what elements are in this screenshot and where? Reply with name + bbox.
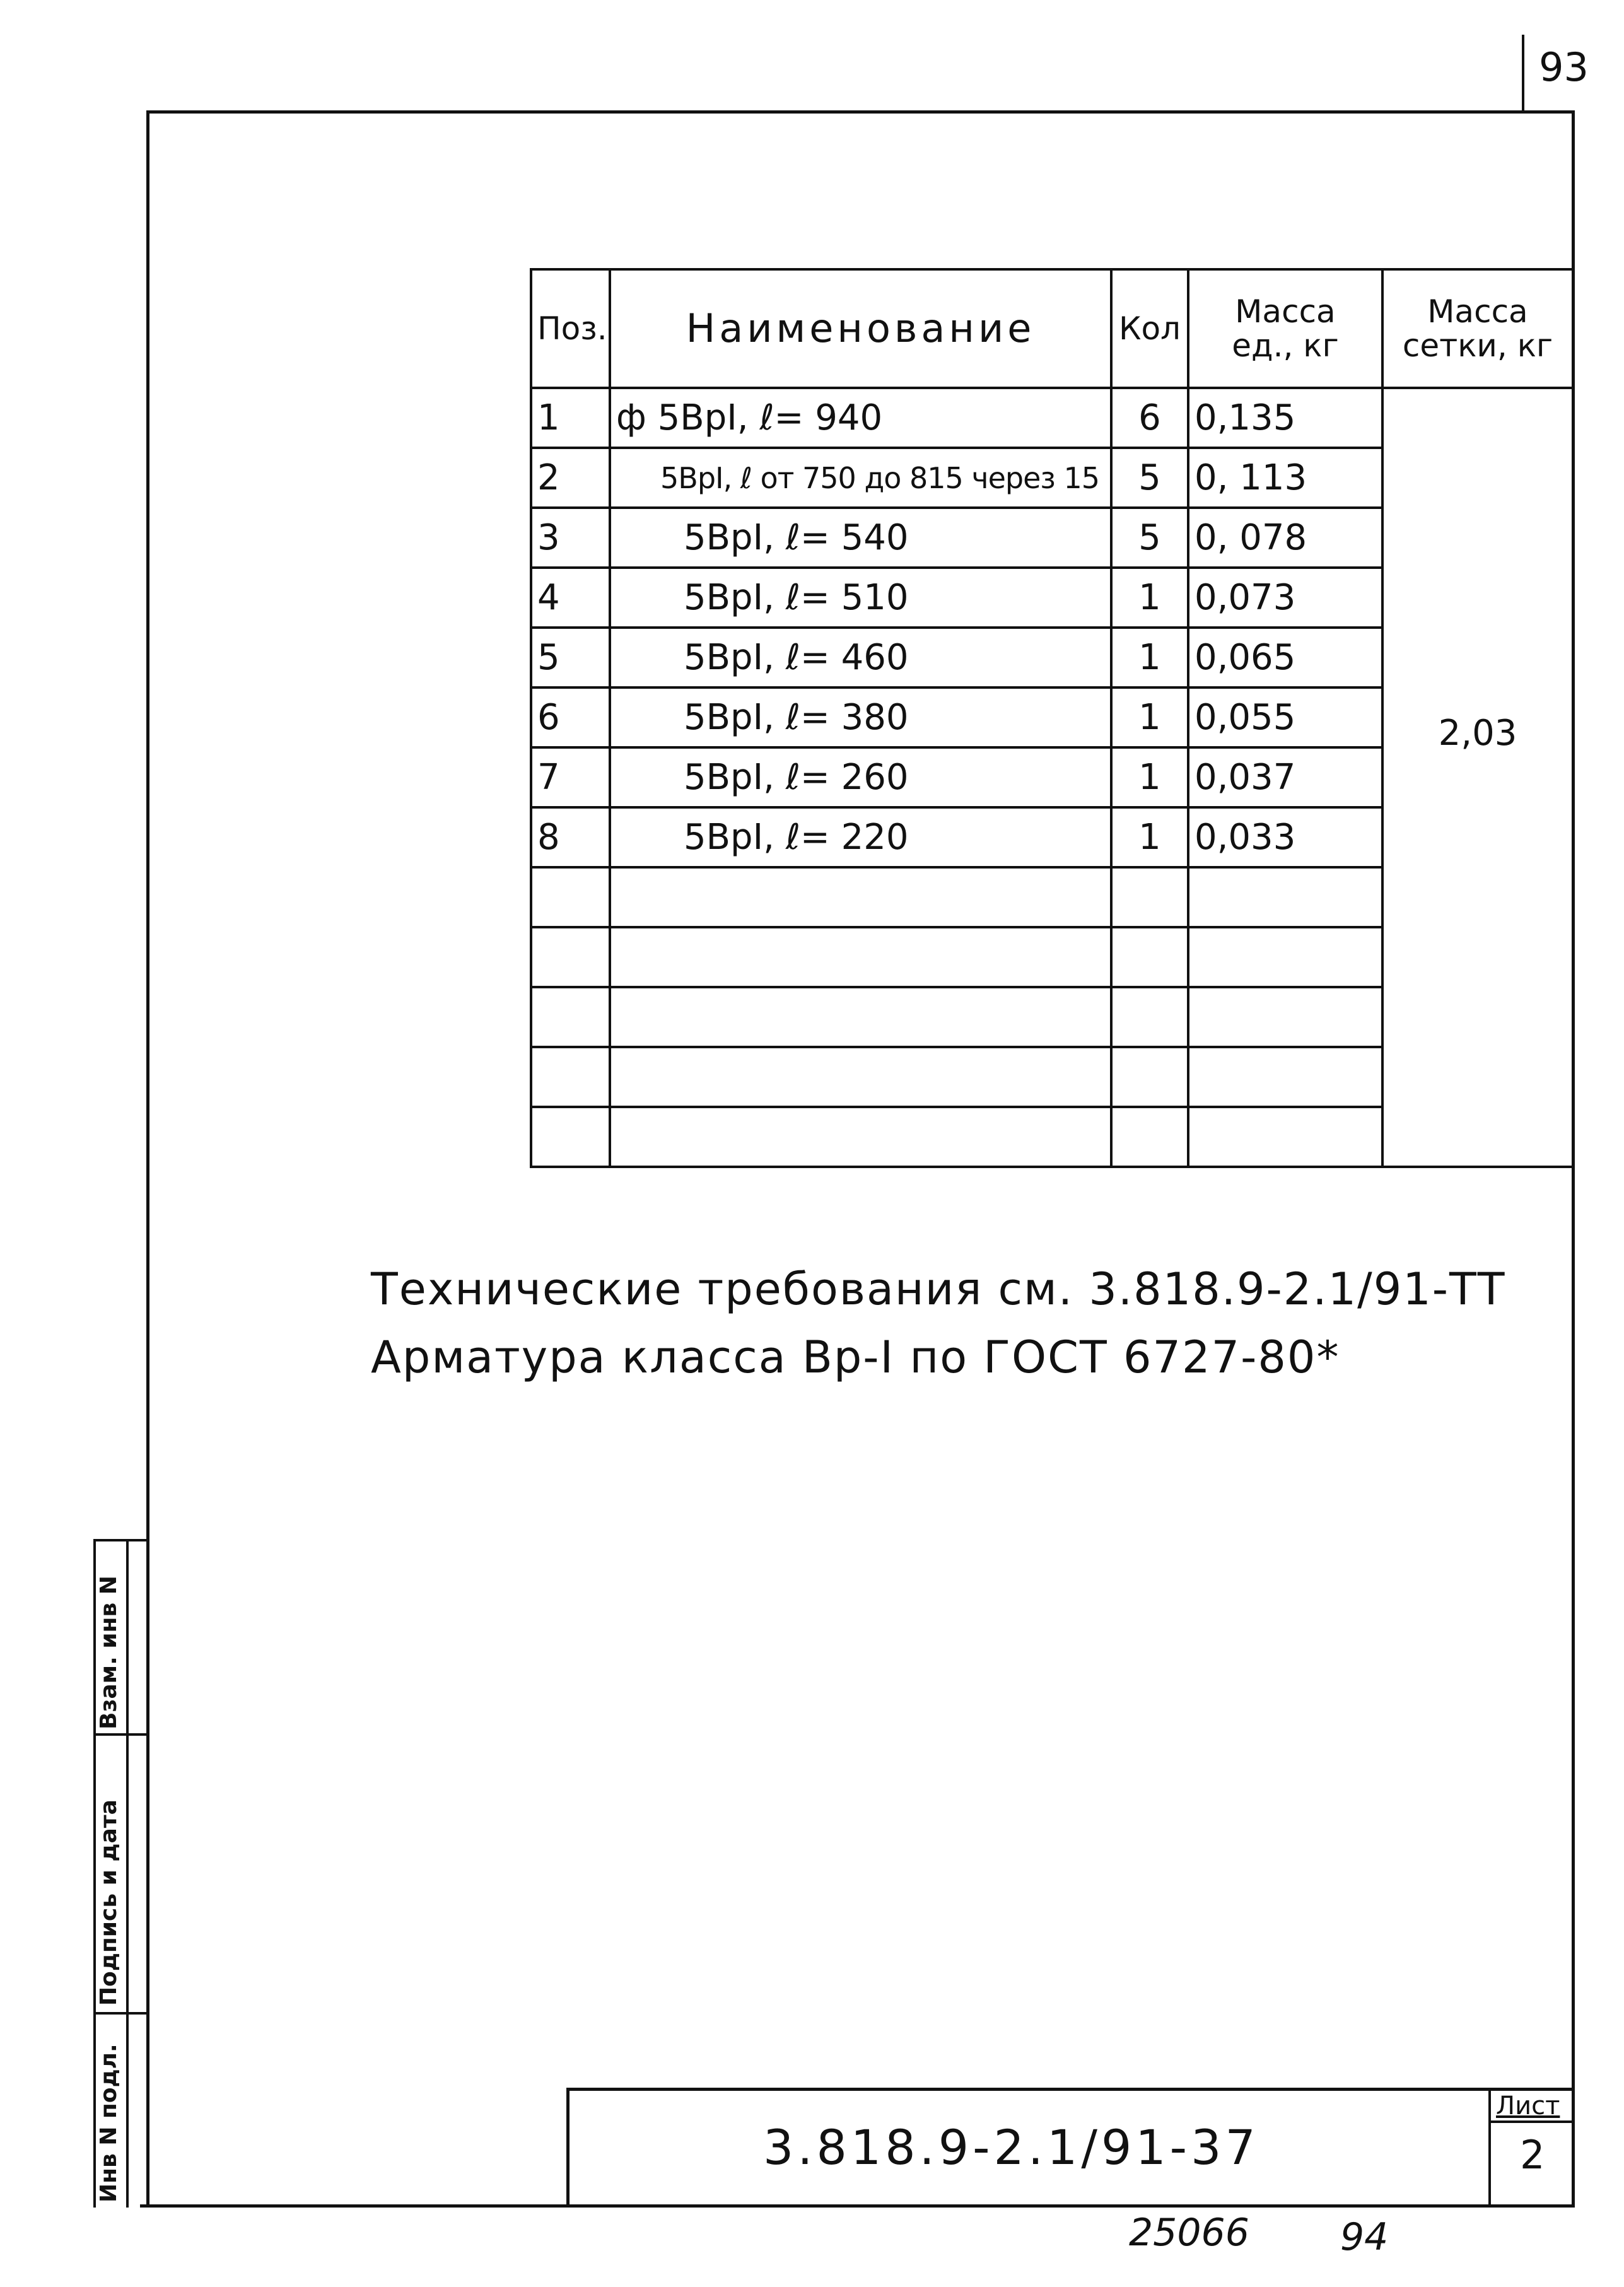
row-name: 5ВрI, ℓ= 510 [610, 568, 1111, 628]
technical-notes [371, 1255, 1506, 1391]
stamp-sep-2 [93, 2012, 149, 2015]
specification-table [530, 268, 1574, 1168]
row-pos: 8 [531, 807, 610, 867]
row-name: 5ВрI, ℓ= 380 [610, 687, 1111, 747]
stamp-sep-1 [93, 1733, 149, 1736]
stamp-inv-original: Инв N подл. [96, 2044, 122, 2202]
page-number-tick [1522, 35, 1524, 110]
header-unit-mass-line2: ед., кг [1232, 327, 1339, 364]
stamp-inv-replace: Взам. инв N [96, 1576, 122, 1729]
sheet-cell-divider [1488, 2120, 1573, 2123]
row-mass: 0,037 [1188, 747, 1382, 807]
page-number: 93 [1539, 44, 1589, 90]
row-name: 5ВрI, ℓ от 750 до 815 через 15 [610, 448, 1111, 508]
header-mesh-mass-line2: сетки, кг [1402, 327, 1553, 364]
row-name: 5ВрI, ℓ= 460 [610, 628, 1111, 687]
row-qty: 1 [1111, 747, 1188, 807]
row-name: 5ВрI, ℓ= 220 [610, 807, 1111, 867]
row-qty: 1 [1111, 807, 1188, 867]
row-mass: 0,055 [1188, 687, 1382, 747]
row-name: 5ВрI, ℓ= 260 [610, 747, 1111, 807]
row-pos: 7 [531, 747, 610, 807]
row-pos: 5 [531, 628, 610, 687]
header-mesh-mass-line1: Масса [1427, 293, 1528, 330]
frame-bottom [140, 2204, 1575, 2208]
page-mark: 94 [1340, 2215, 1389, 2259]
notes-line-1: Технические требования см. 3.818.9-2.1/91-ТТ [371, 1263, 1506, 1315]
header-pos: Поз. [531, 269, 610, 388]
stamp-top [93, 1539, 149, 1541]
frame-top [146, 110, 1575, 114]
row-mass: 0, 113 [1188, 448, 1382, 508]
header-unit-mass [1188, 269, 1382, 388]
row-qty: 6 [1111, 388, 1188, 448]
row-pos: 3 [531, 508, 610, 568]
header-unit-mass-line1: Масса [1235, 293, 1336, 330]
row-qty: 5 [1111, 508, 1188, 568]
sheet-label: Лист [1496, 2091, 1560, 2120]
title-block-left [566, 2088, 570, 2208]
sheet-number: 2 [1520, 2132, 1545, 2178]
stamp-divider [126, 1539, 129, 2208]
row-mass: 0,073 [1188, 568, 1382, 628]
archive-number: 25066 [1129, 2211, 1249, 2255]
stamp-signature-date: Подпись и дата [96, 1799, 122, 2006]
total-mesh-mass: 2,03 [1382, 388, 1573, 1167]
table-header-row [531, 269, 1573, 388]
row-pos: 2 [531, 448, 610, 508]
row-pos: 1 [531, 388, 610, 448]
header-name: Наименование [610, 269, 1111, 388]
title-block-top [566, 2088, 1573, 2091]
row-qty: 1 [1111, 628, 1188, 687]
header-qty: Кол [1111, 269, 1188, 388]
row-mass: 0, 078 [1188, 508, 1382, 568]
row-mass: 0,065 [1188, 628, 1382, 687]
frame-left [146, 110, 149, 2208]
notes-line-2: Арматура класса Вр-I по ГОСТ 6727-80* [371, 1331, 1340, 1383]
row-pos: 4 [531, 568, 610, 628]
sheet-cell-left [1488, 2088, 1491, 2208]
document-designation: 3.818.9-2.1/91-37 [763, 2119, 1259, 2175]
row-name: 5ВрI, ℓ= 540 [610, 508, 1111, 568]
row-name: ф 5ВрI, ℓ= 940 [610, 388, 1111, 448]
row-pos: 6 [531, 687, 610, 747]
row-qty: 1 [1111, 568, 1188, 628]
header-mesh-mass [1382, 269, 1573, 388]
row-qty: 5 [1111, 448, 1188, 508]
row-mass: 0,033 [1188, 807, 1382, 867]
row-qty: 1 [1111, 687, 1188, 747]
row-mass: 0,135 [1188, 388, 1382, 448]
table-row [531, 388, 1573, 448]
